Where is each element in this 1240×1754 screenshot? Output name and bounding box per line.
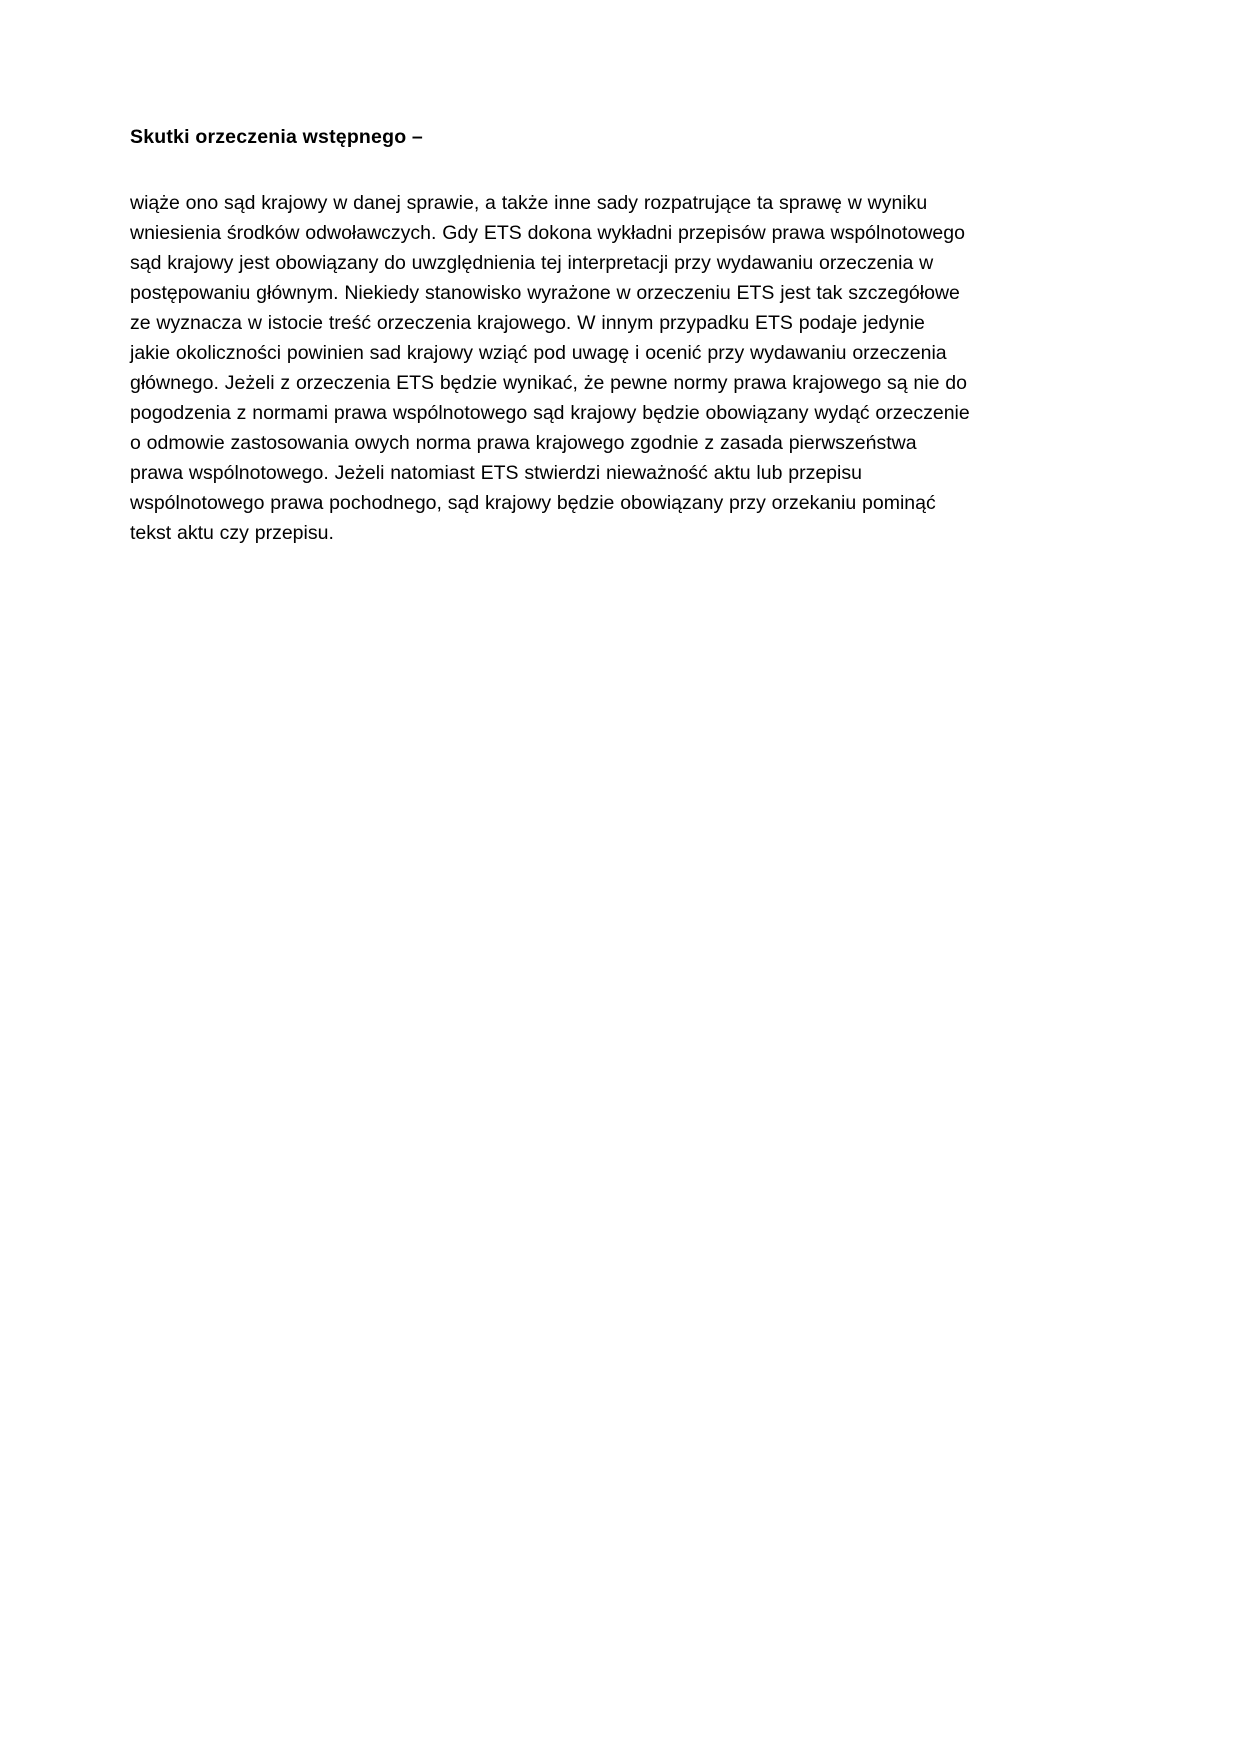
section-heading: Skutki orzeczenia wstępnego – (130, 126, 423, 148)
body-paragraph: wiąże ono sąd krajowy w danej sprawie, a także inne sady rozpatrujące ta sprawę w wyniku wniesienia środków odwoławczych. Gdy ETS dokona wykładni przepisów prawa wspólnotowego sąd krajowy jest obowiązany do uwzględnienia tej interpretacji przy wydawaniu orzeczenia w postępowaniu głównym. Niekiedy stanowisko wyrażone w orzeczeniu ETS jest tak szczegółowe ze wyznacza w istocie treść orzeczenia krajowego. W innym przypadku ETS podaje jedynie jakie okoliczności powinien sad krajowy wziąć pod uwagę i ocenić przy wydawaniu orzeczenia głównego. Jeżeli z orzeczenia ETS będzie wynikać, że pewne normy prawa krajowego są nie do pogodzenia z normami prawa wspólnotowego sąd krajowy będzie obowiązany wydąć orzeczenie o odmowie zastosowania owych norma prawa krajowego zgodnie z zasada pierwszeństwa prawa wspólnotowego. Jeżeli natomiast ETS stwierdzi nieważność aktu lub przepisu wspólnotowego prawa pochodnego, sąd krajowy będzie obowiązany przy orzekaniu pominąć tekst aktu czy przepisu. (130, 192, 970, 545)
document-content (130, 124, 970, 549)
